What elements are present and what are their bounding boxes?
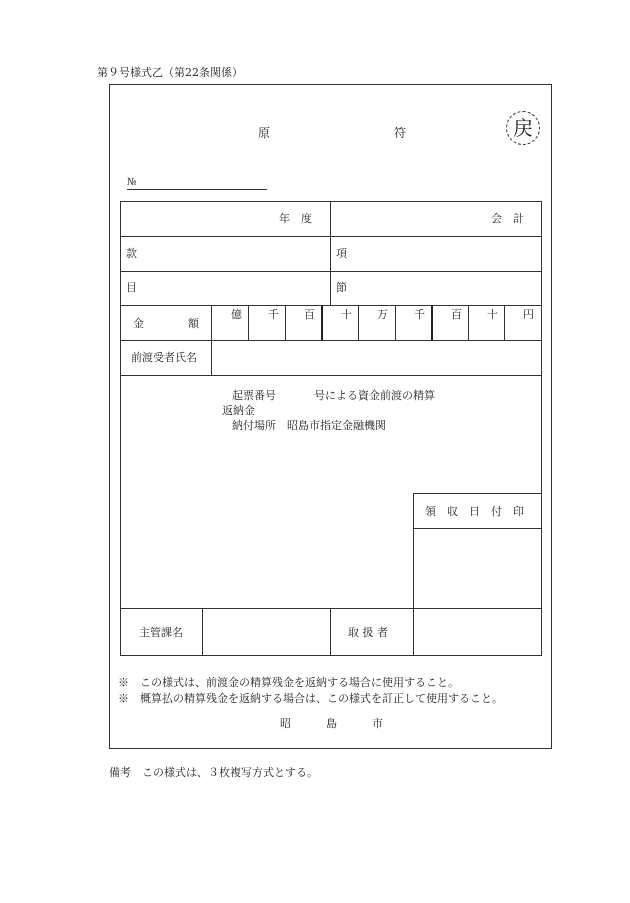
- table-line: [330, 608, 331, 656]
- title-char-1: 原: [258, 126, 271, 140]
- city-char: 市: [372, 717, 383, 730]
- table-line: [211, 305, 212, 375]
- kou-label: 項: [336, 247, 347, 260]
- handler-label: 取 扱 者: [348, 626, 388, 639]
- digit-label: 千: [268, 308, 279, 321]
- table-line: [330, 201, 331, 305]
- amount-label-2: 額: [188, 317, 199, 330]
- digit-label: 千: [414, 308, 425, 321]
- digit-label: 億: [231, 308, 242, 321]
- recipient-label: 前渡受者氏名: [131, 351, 197, 364]
- digit-label: 万: [377, 308, 388, 321]
- return-stamp: 戻: [506, 111, 540, 145]
- form-id-label: 第９号様式乙（第22条関係）: [97, 66, 243, 79]
- digit-divider: [285, 305, 286, 340]
- title-char-2: 符: [394, 126, 407, 140]
- table-line: [120, 305, 541, 306]
- payment-place-text: 納付場所 昭島市指定金融機関: [232, 419, 386, 432]
- table-line: [202, 608, 203, 656]
- amount-label-1: 金: [133, 317, 144, 330]
- table-line: [541, 201, 542, 656]
- account-label: 会 計: [491, 212, 524, 225]
- table-line: [120, 375, 541, 376]
- digit-divider: [468, 305, 469, 340]
- digit-divider: [248, 305, 249, 340]
- table-line: [413, 528, 541, 529]
- receipt-date-label: 領 収 日 付 印: [425, 505, 524, 518]
- table-line: [413, 493, 541, 494]
- number-label: №: [127, 177, 137, 188]
- dept-label: 主管課名: [139, 626, 183, 639]
- digit-divider: [395, 305, 396, 340]
- digit-divider-thick: [321, 305, 323, 340]
- digit-label: 十: [487, 308, 498, 321]
- digit-label: 円: [523, 308, 534, 321]
- remark-text: 備考 この様式は、３枚複写方式とする。: [109, 766, 318, 779]
- digit-divider: [358, 305, 359, 340]
- digit-divider: [504, 305, 505, 340]
- note-line: ※ この様式は、前渡金の精算残金を返納する場合に使用すること。: [118, 676, 459, 689]
- setsu-label: 節: [336, 281, 347, 294]
- digit-label: 百: [451, 308, 462, 321]
- table-line: [120, 201, 121, 656]
- refund-label: 返納金: [222, 404, 255, 417]
- table-line: [120, 340, 541, 341]
- moku-label: 目: [126, 281, 137, 294]
- digit-divider-thick: [431, 305, 433, 340]
- city-char: 昭: [280, 717, 291, 730]
- voucher-number-label: 起票番号: [232, 389, 276, 402]
- voucher-settlement-text: 号による資金前渡の精算: [314, 389, 435, 402]
- kan-label: 款: [126, 247, 137, 260]
- city-char: 島: [326, 717, 337, 730]
- note-line: ※ 概算払の精算残金を返納する場合は、この様式を訂正して使用すること。: [118, 692, 503, 705]
- year-label: 年 度: [279, 212, 312, 225]
- digit-label: 十: [341, 308, 352, 321]
- number-underline: [127, 189, 267, 190]
- table-line: [413, 493, 414, 656]
- digit-label: 百: [304, 308, 315, 321]
